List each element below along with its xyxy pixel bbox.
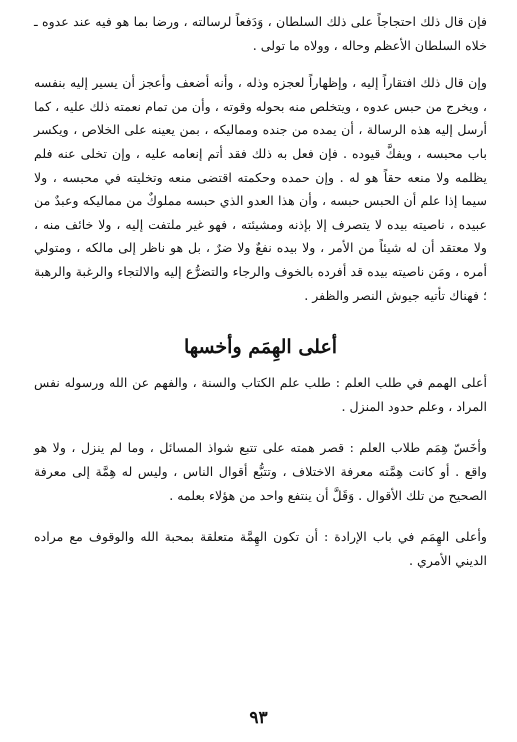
page-number: ٩٣	[249, 708, 268, 728]
section-paragraph-2: وأخَسّ هِمَم طلاب العلم : قصر همته على تتبع شواذ المسائل ، وما لم ينزل ، ولا هو واقع . أو كانت هِمَّته معرفة الاختلاف ، وتتبُّع أقوال الناس ، وليس له هِمَّة إلى معرفة الصحيح من تلك الأقوال . وَقَلَّ أن ينتفع واحد من هؤلاء بعلمه .	[34, 440, 487, 503]
section-paragraph-1: أعلى الهمم في طلب العلم : طلب علم الكتاب والسنة ، والفهم عن الله ورسوله نفس المراد ، وعلم حدود المنزل .	[34, 375, 487, 414]
section-paragraph-3: وأعلى الهِمَم في باب الإرادة : أن تكون الهِمَّة متعلقة بمحبة الله والوقوف مع مراده الديني الأمري .	[34, 529, 487, 568]
section-heading: أعلى الهِمَم وأخسها	[183, 336, 338, 359]
paragraph-1: فإن قال ذلك احتجاجاً على ذلك السلطان ، وَدَفعاً لرسالته ، ورضا بما هو فيه عند عدوه ـ خلاه السلطان الأعظم وحاله ، وولاه ما تولى .	[34, 14, 487, 53]
paragraph-2: وإن قال ذلك افتقاراً إليه ، وإظهاراً لعجزه وذله ، وأنه أضعف وأعجز أن يسير إليه بنفسه ، ويخرج من حبس عدوه ، ويتخلص منه بحوله وقوته ، وأن من تمام نعمته ذلك عليه ، كما أرسل إليه هذه الرسالة ، أن يمده من جنده ومماليكه ، بمن يعينه على الخلاص ، ويكسر باب محبسه ، ويفكَّ قيوده . فإن فعل به ذلك فقد أتم إنعامه عليه ، وإن تخلى عنه فلم يظلمه ولا منعه حقاً هو له . وإن حمده وحكمته اقتضى منعه وتخليته في محبسه ، ولا سيما إذا علم أن الحبس حبسه ، وأن هذا العدو الذي حبسه مملوكٌ من مماليكه وعبدٌ من عبيده ، ناصيته بيده لا يتصرف إلا بإذنه ومشيئته ، فهو غير ملتفت إليه ، ولا خائف منه ، ولا معتقد أن له شيئاً من الأمر ، ولا بيده نفعٌ ولا ضرٌ ، بل هو ناظر إلى مالكه ، ومتولي أمره ، ومَن ناصيته بيده قد أفرده بالخوف والرجاء والتضرُّع إليه والالتجاء والرغبة والرهبة ؛ فهناك تأتيه جيوش النصر والظفر .	[34, 75, 487, 303]
